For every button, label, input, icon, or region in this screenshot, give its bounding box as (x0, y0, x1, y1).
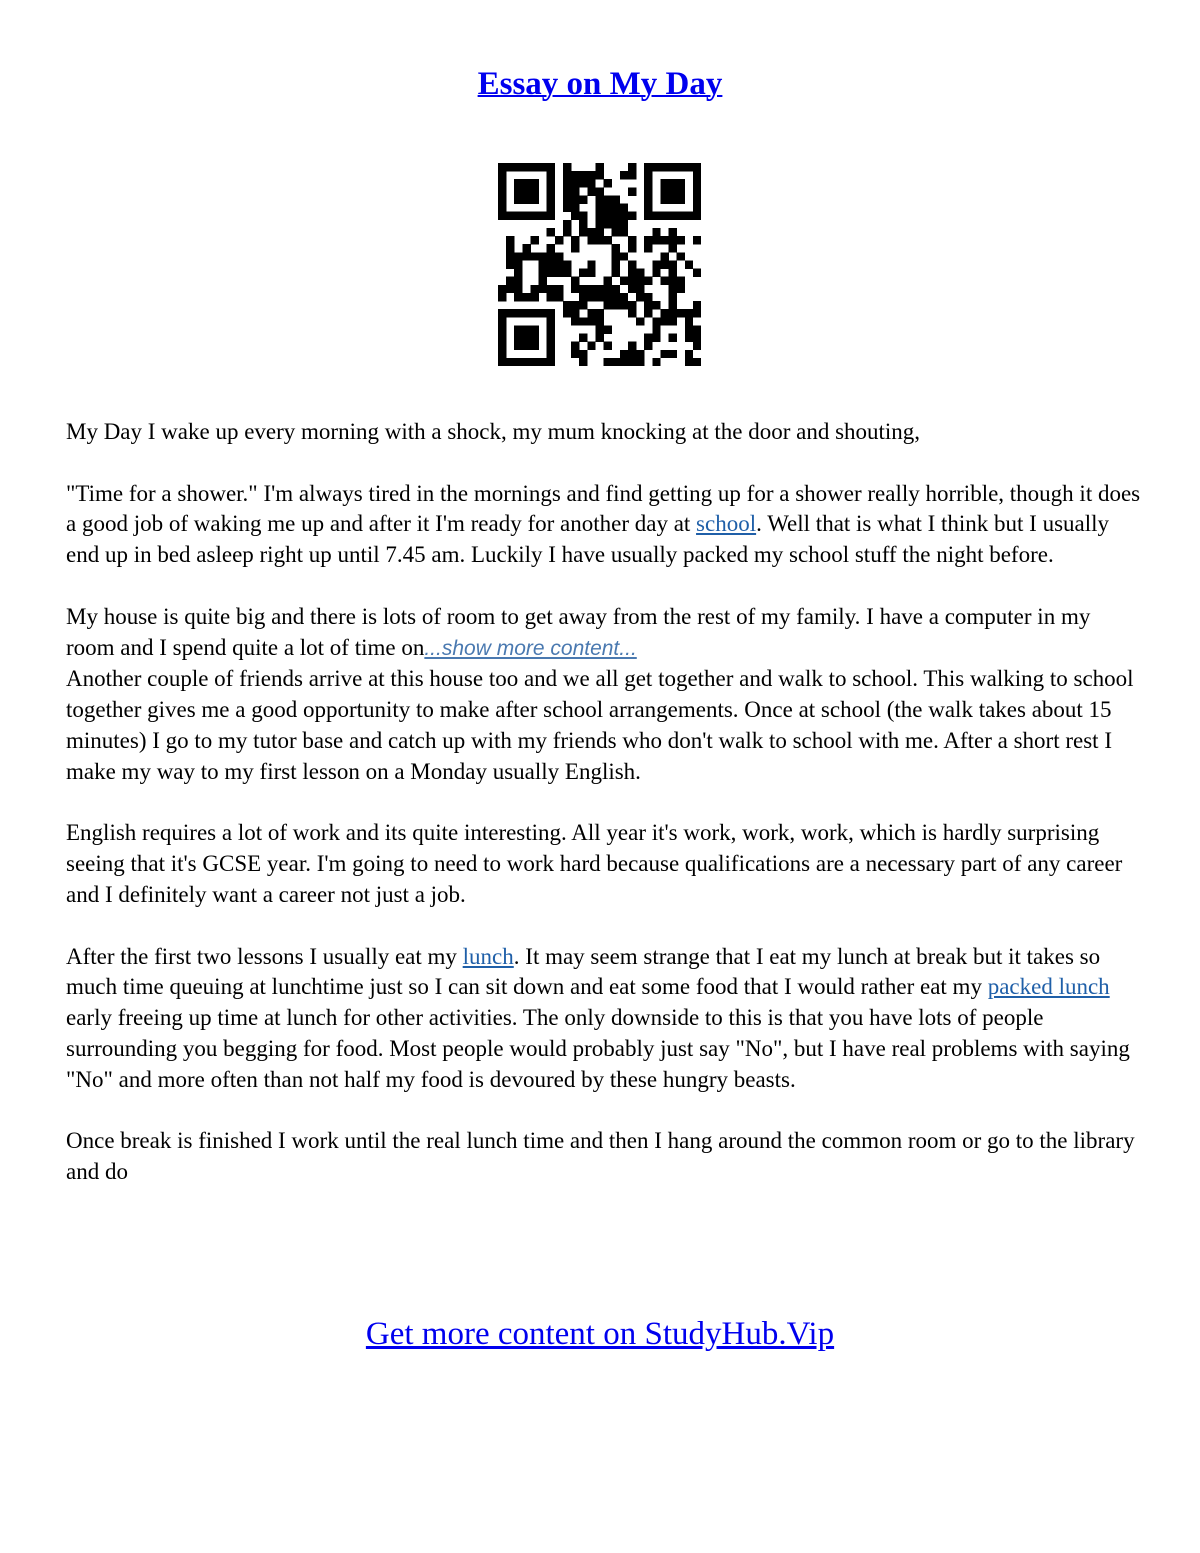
qr-module (644, 334, 652, 342)
qr-module (685, 260, 693, 268)
qr-module (620, 350, 628, 358)
qr-module (587, 228, 595, 236)
qr-finder (644, 163, 701, 171)
qr-module (644, 301, 652, 309)
qr-module (669, 350, 677, 358)
qr-module (628, 358, 636, 366)
qr-module (628, 236, 636, 244)
lunch-link[interactable]: lunch (462, 943, 514, 969)
qr-module (652, 269, 660, 277)
qr-module (628, 171, 636, 179)
qr-finder (644, 163, 652, 220)
qr-module (628, 269, 636, 277)
qr-module (595, 309, 603, 317)
qr-module (669, 317, 677, 325)
qr-module (612, 260, 620, 268)
qr-module (636, 269, 644, 277)
qr-module (620, 171, 628, 179)
qr-module (612, 269, 620, 277)
qr-module (539, 277, 547, 285)
paragraph-6: Once break is finished I work until the real lunch time and then I hang around the common room or go to the library and do (66, 1128, 1135, 1185)
qr-module (563, 204, 571, 212)
qr-module (628, 163, 636, 171)
essay-body (66, 417, 1141, 1219)
qr-module (595, 220, 603, 228)
qr-module (677, 236, 685, 244)
qr-module (620, 252, 628, 260)
qr-module (579, 358, 587, 366)
qr-finder (498, 309, 555, 317)
qr-module (498, 285, 506, 293)
qr-module (595, 187, 603, 195)
qr-module (669, 309, 677, 317)
qr-module (530, 285, 538, 293)
qr-module (660, 350, 668, 358)
qr-module (547, 260, 555, 268)
qr-module (571, 187, 579, 195)
qr-module (563, 171, 571, 179)
qr-module (604, 195, 612, 203)
qr-module (620, 204, 628, 212)
qr-finder (693, 163, 701, 220)
qr-module (595, 212, 603, 220)
qr-module (685, 334, 693, 342)
qr-module (669, 293, 677, 301)
qr-module (587, 179, 595, 187)
qr-module (652, 301, 660, 309)
qr-module (547, 244, 555, 252)
qr-module (604, 325, 612, 333)
qr-module (644, 277, 652, 285)
qr-module (620, 358, 628, 366)
qr-module (571, 285, 579, 293)
qr-module (677, 252, 685, 260)
qr-module (539, 285, 547, 293)
qr-module (604, 277, 612, 285)
qr-module (579, 317, 587, 325)
qr-module (604, 212, 612, 220)
qr-module (595, 317, 603, 325)
qr-module (579, 269, 587, 277)
qr-module (547, 285, 555, 293)
qr-module (693, 309, 701, 317)
qr-module (693, 325, 701, 333)
qr-module (555, 260, 563, 268)
qr-module (547, 228, 555, 236)
qr-module (539, 269, 547, 277)
qr-module (685, 325, 693, 333)
school-link[interactable]: school (696, 511, 757, 537)
qr-module (522, 252, 530, 260)
qr-finder (498, 358, 555, 366)
qr-module (579, 220, 587, 228)
qr-finder (498, 163, 555, 171)
qr-module (604, 285, 612, 293)
qr-module (530, 252, 538, 260)
paragraph-3: My house is quite big and there is lots of room to get away from the rest of my family. I have a computer in my room and I spend quite a lot of time on...show more content... Another couple of friends arrive at this house too and we all get together and walk to school. This walking to school together gives me a good opportunity to make after school arrangements. Once at school (the walk takes about 15 minutes) I go to my tutor base and catch up with my friends who don't walk to school with me. After a short rest I make my way to my first lesson on a Monday usually English. (66, 603, 1134, 784)
qr-module (652, 236, 660, 244)
qr-module (555, 293, 563, 301)
qr-module (506, 277, 514, 285)
page-title (0, 66, 1200, 103)
qr-module (571, 301, 579, 309)
qr-module (514, 269, 522, 277)
packed-lunch-link[interactable]: packed lunch (987, 974, 1110, 1000)
qr-module (547, 293, 555, 301)
qr-module (506, 244, 514, 252)
qr-module (522, 244, 530, 252)
qr-module (693, 269, 701, 277)
studyhub-link[interactable]: Get more content on StudyHub.Vip (365, 1316, 835, 1352)
qr-module (677, 285, 685, 293)
qr-module (669, 260, 677, 268)
qr-module (677, 309, 685, 317)
qr-module (587, 342, 595, 350)
qr-module (498, 293, 506, 301)
qr-module (522, 293, 530, 301)
qr-module (612, 301, 620, 309)
qr-module (628, 301, 636, 309)
qr-module (652, 260, 660, 268)
qr-module (693, 334, 701, 342)
qr-module (628, 277, 636, 285)
qr-module (660, 236, 668, 244)
qr-module (587, 309, 595, 317)
qr-module (587, 187, 595, 195)
qr-module (620, 228, 628, 236)
qr-module (652, 325, 660, 333)
qr-module (563, 269, 571, 277)
qr-module (595, 195, 603, 203)
qr-module (628, 285, 636, 293)
qr-module (595, 163, 603, 171)
qr-module (555, 285, 563, 293)
qr-module (636, 285, 644, 293)
qr-finder (498, 212, 555, 220)
qr-module (571, 309, 579, 317)
qr-module (636, 317, 644, 325)
qr-module (652, 358, 660, 366)
qr-module (677, 277, 685, 285)
qr-module (579, 195, 587, 203)
qr-module (620, 212, 628, 220)
qr-module (628, 260, 636, 268)
qr-module (563, 187, 571, 195)
qr-module (628, 350, 636, 358)
qr-module (571, 244, 579, 252)
qr-module (604, 358, 612, 366)
qr-module (571, 350, 579, 358)
qr-module (660, 317, 668, 325)
qr-module (563, 220, 571, 228)
qr-module (669, 269, 677, 277)
qr-module (644, 236, 652, 244)
qr-finder-center (660, 179, 685, 204)
qr-module (579, 171, 587, 179)
qr-module (669, 301, 677, 309)
qr-module (612, 358, 620, 366)
qr-module (612, 220, 620, 228)
paragraph-5: After the first two lessons I usually eat my lunch. It may seem strange that I eat my lunch at break but it takes so much time queuing at lunchtime just so I can sit down and eat some food that I would rather eat my packed lunch early freeing up time at lunch for other activities. The only downside to this is that you have lots of people surrounding you begging for food. Most people would probably just say "No", but I have real problems with saying "No" and more often than not half my food is devoured by these hungry beasts. (66, 943, 1130, 1092)
qr-module (628, 212, 636, 220)
qr-module (644, 244, 652, 252)
qr-module (579, 179, 587, 187)
qr-code-icon (498, 163, 701, 366)
qr-module (579, 301, 587, 309)
qr-module (587, 293, 595, 301)
qr-module (514, 285, 522, 293)
qr-module (514, 260, 522, 268)
qr-module (579, 350, 587, 358)
qr-module (579, 285, 587, 293)
qr-module (595, 204, 603, 212)
qr-module (563, 179, 571, 187)
qr-module (514, 293, 522, 301)
qr-module (612, 285, 620, 293)
qr-finder (547, 309, 555, 366)
qr-module (539, 260, 547, 268)
qr-module (595, 334, 603, 342)
qr-finder (644, 212, 701, 220)
qr-module (612, 293, 620, 301)
footer (0, 1316, 1200, 1353)
qr-module (669, 244, 677, 252)
qr-module (587, 260, 595, 268)
qr-module (547, 252, 555, 260)
qr-module (685, 317, 693, 325)
qr-module (652, 228, 660, 236)
qr-module (563, 301, 571, 309)
qr-module (636, 350, 644, 358)
qr-module (660, 252, 668, 260)
qr-module (604, 293, 612, 301)
qr-module (693, 236, 701, 244)
qr-module (620, 293, 628, 301)
qr-module (514, 277, 522, 285)
qr-module (636, 277, 644, 285)
qr-module (506, 260, 514, 268)
qr-module (571, 317, 579, 325)
qr-module (612, 244, 620, 252)
qr-module (530, 236, 538, 244)
qr-module (685, 350, 693, 358)
qr-module (555, 236, 563, 244)
qr-module (604, 342, 612, 350)
qr-module (563, 228, 571, 236)
qr-module (587, 285, 595, 293)
show-more-link[interactable]: ...show more content... (424, 636, 637, 660)
qr-module (579, 228, 587, 236)
qr-module (587, 317, 595, 325)
qr-module (506, 285, 514, 293)
qr-module (644, 309, 652, 317)
qr-module (620, 277, 628, 285)
qr-module (571, 342, 579, 350)
qr-module (612, 195, 620, 203)
qr-module (685, 309, 693, 317)
qr-module (628, 309, 636, 317)
qr-module (620, 301, 628, 309)
qr-module (685, 358, 693, 366)
paragraph-4: English requires a lot of work and its quite interesting. All year it's work, work, work, which is hardly surprising seeing that it's GCSE year. I'm going to need to work hard because qualifications are a necessary part of any career and I definitely want a career not just a job. (66, 820, 1123, 907)
qr-module (571, 236, 579, 244)
qr-module (595, 293, 603, 301)
qr-finder (498, 309, 506, 366)
qr-module (539, 252, 547, 260)
qr-module (660, 277, 668, 285)
qr-module (595, 285, 603, 293)
qr-module (612, 252, 620, 260)
qr-module (563, 260, 571, 268)
qr-module (628, 187, 636, 195)
qr-module (669, 277, 677, 285)
qr-module (604, 220, 612, 228)
qr-module (644, 293, 652, 301)
qr-module (514, 252, 522, 260)
qr-module (660, 309, 668, 317)
qr-module (571, 179, 579, 187)
qr-module (652, 317, 660, 325)
qr-module (669, 228, 677, 236)
qr-module (571, 195, 579, 203)
qr-module (587, 236, 595, 244)
qr-module (595, 236, 603, 244)
qr-module (612, 204, 620, 212)
qr-module (669, 236, 677, 244)
qr-module (506, 236, 514, 244)
qr-module (555, 252, 563, 260)
qr-module (628, 244, 636, 252)
qr-module (595, 171, 603, 179)
qr-module (620, 220, 628, 228)
qr-module (604, 236, 612, 244)
qr-module (604, 204, 612, 212)
qr-module (571, 171, 579, 179)
qr-module (595, 325, 603, 333)
title-link[interactable]: Essay on My Day (477, 66, 723, 102)
qr-module (660, 260, 668, 268)
qr-module (587, 171, 595, 179)
qr-module (530, 293, 538, 301)
qr-module (612, 212, 620, 220)
qr-finder (547, 163, 555, 220)
qr-module (628, 342, 636, 350)
qr-module (579, 293, 587, 301)
qr-module (571, 277, 579, 285)
qr-module (547, 269, 555, 277)
qr-module (579, 334, 587, 342)
qr-module (636, 358, 644, 366)
qr-module (563, 309, 571, 317)
qr-module (587, 269, 595, 277)
qr-module (555, 269, 563, 277)
qr-module (506, 252, 514, 260)
paragraph-1: My Day I wake up every morning with a shock, my mum knocking at the door and shouting, (66, 419, 921, 444)
qr-module (604, 301, 612, 309)
qr-module (693, 301, 701, 309)
qr-module (563, 163, 571, 171)
qr-module (693, 342, 701, 350)
qr-finder (498, 163, 506, 220)
qr-module (595, 228, 603, 236)
qr-module (571, 212, 579, 220)
qr-module (571, 204, 579, 212)
paragraph-2: "Time for a shower." I'm always tired in the mornings and find getting up for a shower really horrible, though it does a good job of waking me up and after it I'm ready for another day at school. Well that is what I think but I usually end up in bed asleep right up until 7.45 am. Luckily I have usually packed my school stuff the night before. (66, 480, 1141, 568)
qr-finder-center (514, 179, 539, 204)
qr-module (612, 228, 620, 236)
qr-module (669, 285, 677, 293)
qr-module (693, 358, 701, 366)
qr-finder-center (514, 325, 539, 350)
qr-module (669, 334, 677, 342)
qr-module (652, 334, 660, 342)
qr-module (636, 293, 644, 301)
qr-module (579, 212, 587, 220)
qr-module (604, 179, 612, 187)
qr-module (563, 195, 571, 203)
qr-module (644, 342, 652, 350)
